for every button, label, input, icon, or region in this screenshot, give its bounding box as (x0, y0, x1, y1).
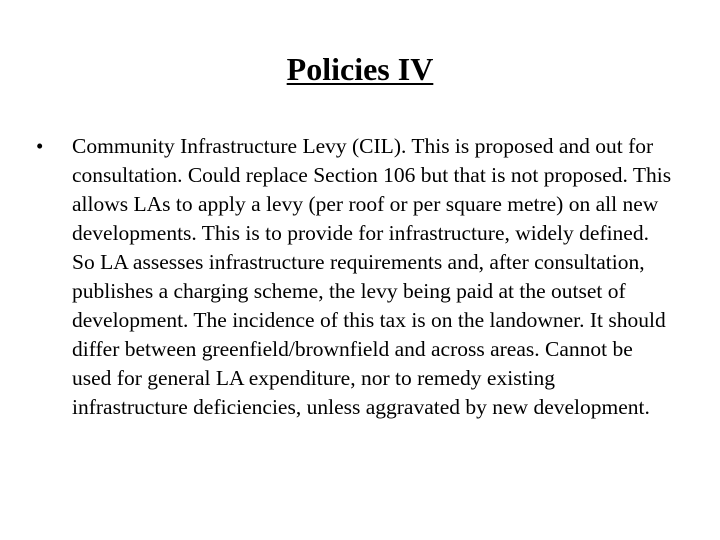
slide-title (0, 49, 720, 89)
bullet-icon: • (36, 134, 44, 158)
bullet-list (36, 132, 676, 422)
bullet-item (36, 132, 676, 422)
slide-title-text: Policies IV (286, 51, 434, 87)
bullet-text: Community Infrastructure Levy (CIL). This is proposed and out for consultation. Could replace Section 106 but that is not proposed. This allows LAs to apply a levy (per roof or per square metre) on all new developments. This is to provide for infrastructure, widely defined. So LA assesses infrastructure requirements and, after consultation, publishes a charging scheme, the levy being paid at the outset of development. The incidence of this tax is on the landowner. It should differ between greenfield/brownfield and across areas. Cannot be used for general LA expenditure, nor to remedy existing infrastructure deficiencies, unless aggravated by new development. (72, 134, 672, 419)
